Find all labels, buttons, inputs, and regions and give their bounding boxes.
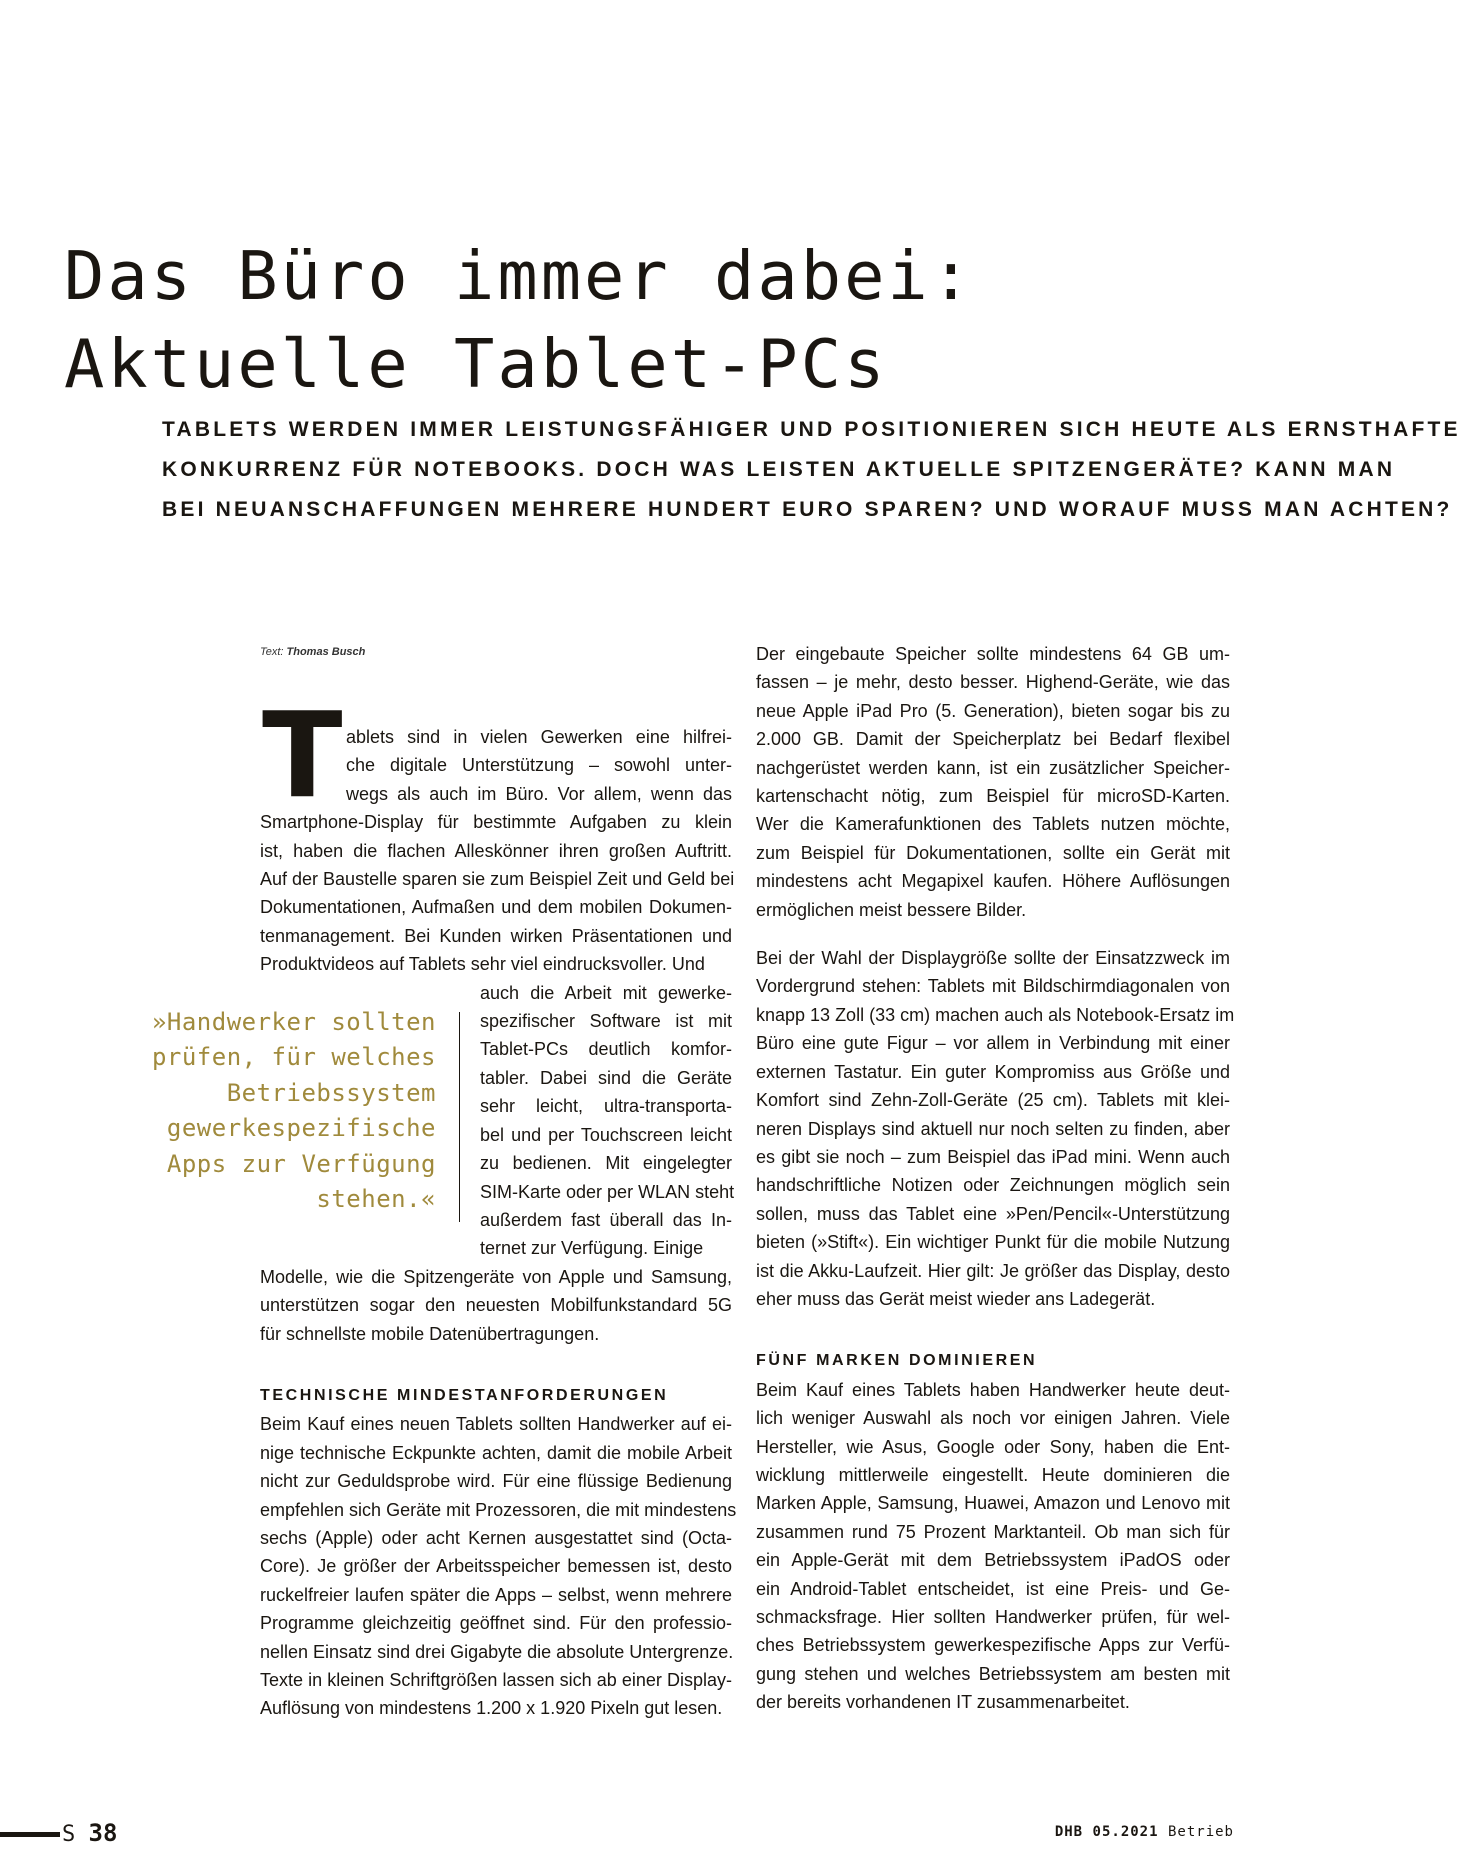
section-heading: FÜNF MARKEN DOMINIEREN: [756, 1352, 1038, 1370]
text-line: 2.000 GB. Damit der Speicherplatz bei Bedarf flexibel: [756, 729, 1230, 750]
lead-line: KONKURRENZ FÜR NOTEBOOKS. DOCH WAS LEISTEN AKTUELLE SPITZENGERÄTE? KANN MAN: [162, 458, 1396, 481]
text-line: ablets sind in vielen Gewerken eine hilfrei-: [346, 727, 732, 747]
text-line: Hersteller, wie Asus, Google oder Sony, haben die Ent-: [756, 1436, 1230, 1457]
quote-line: »Handwerker sollten: [151, 1008, 436, 1036]
text-line: gung stehen und welches Betriebssystem am besten mit: [756, 1663, 1230, 1684]
quote-line: stehen.«: [316, 1185, 436, 1214]
paragraph-storage: [756, 640, 1230, 924]
pull-quote-divider: [459, 1012, 460, 1222]
footer-rule: [0, 1832, 60, 1837]
text-line: Beim Kauf eines neuen Tablets sollten Handwerker auf ei-: [260, 1414, 732, 1435]
text-line: kartenschacht nötig, zum Beispiel für microSD-Karten.: [756, 786, 1230, 807]
text-line: ternet zur Verfügung. Einige: [480, 1238, 704, 1259]
page-prefix: S: [62, 1822, 76, 1847]
text-line: neren Displays sind aktuell nur noch selten zu finden, aber: [756, 1118, 1230, 1139]
text-line: che digitale Unterstützung – sowohl unter-: [346, 755, 732, 776]
text-line: für schnellste mobile Datenübertragungen.: [260, 1323, 600, 1344]
text-line: Smartphone-Display für bestimmte Aufgaben zu klein: [260, 812, 732, 833]
text-line: ein Android-Tablet entscheidet, ist eine Preis- und Ge-: [756, 1578, 1230, 1599]
text-line: bel und per Touchscreen leicht: [480, 1124, 732, 1145]
text-line: zu bedienen. Mit eingelegter: [480, 1153, 732, 1174]
text-line: schmacksfrage. Hier sollten Handwerker prüfen, für wel-: [756, 1607, 1230, 1627]
paragraph-brands: [756, 1376, 1230, 1717]
text-line: nachgerüstet werden kann, ist ein zusätzlicher Speicher-: [756, 757, 1230, 778]
text-line: ruckelfreier laufen später die Apps – selbst, wenn mehrere: [260, 1584, 732, 1605]
text-line: zusammen rund 75 Prozent Marktanteil. Ob man sich für: [756, 1521, 1230, 1542]
text-line: nellen Einsatz sind drei Gigabyte die absolute Untergrenze.: [260, 1641, 734, 1662]
text-line: sechs (Apple) oder acht Kernen ausgestattet sind (Octa-: [260, 1527, 732, 1548]
text-line: knapp 13 Zoll (33 cm) machen auch als Notebook-Ersatz im: [756, 1004, 1235, 1025]
text-line: Texte in kleinen Schriftgrößen lassen sich ab einer Display-: [260, 1670, 732, 1690]
section-heading: TECHNISCHE MINDESTANFORDERUNGEN: [260, 1386, 669, 1404]
byline-label: Text:: [260, 646, 284, 658]
page-number-value: 38: [88, 1819, 118, 1847]
text-line: externen Tastatur. Ein guter Kompromiss aus Größe und: [756, 1061, 1230, 1082]
text-line: ein Apple-Gerät mit dem Betriebssystem iPadOS oder: [756, 1550, 1230, 1571]
title-line-2: Aktuelle Tablet-PCs: [64, 325, 888, 403]
text-line: ist, haben die flachen Alleskönner ihren großen Auftritt.: [260, 840, 732, 861]
quote-line: Apps zur Verfügung: [166, 1149, 436, 1178]
text-line: Tablet-PCs deutlich komfor-: [480, 1039, 732, 1060]
paragraph-gap: [756, 924, 1230, 944]
text-line: Core). Je größer der Arbeitsspeicher bemessen ist, desto: [260, 1556, 732, 1577]
text-line: Produktvideos auf Tablets sehr viel eindrucksvoller. Und: [260, 954, 705, 975]
text-line: nige technische Eckpunkte achten, damit die mobile Arbeit: [260, 1442, 732, 1463]
title-line-1: Das Büro immer dabei:: [64, 237, 975, 315]
paragraph-continued: [260, 1263, 732, 1348]
text-line: zum Beispiel für Dokumentationen, sollte ein Gerät mit: [756, 842, 1230, 863]
text-line: sehr leicht, ultra-transporta-: [480, 1096, 732, 1117]
article-lead: [162, 410, 1461, 530]
running-footer: [1055, 1824, 1234, 1840]
lead-line: BEI NEUANSCHAFFUNGEN MEHRERE HUNDERT EURO SPAREN? UND WORAUF MUSS MAN ACHTEN?: [162, 498, 1453, 521]
text-line: Modelle, wie die Spitzengeräte von Apple und Samsung,: [260, 1266, 732, 1287]
text-line: Auf der Baustelle sparen sie zum Beispiel Zeit und Geld bei: [260, 869, 735, 890]
text-line: wicklung mittlerweile eingestellt. Heute dominieren die: [756, 1464, 1230, 1485]
quote-line: prüfen, für welches: [151, 1043, 436, 1072]
lead-line: TABLETS WERDEN IMMER LEISTUNGSFÄHIGER UND POSITIONIEREN SICH HEUTE ALS ERNSTHAFTE: [162, 418, 1461, 441]
issue-label: DHB 05.2021: [1054, 1824, 1159, 1840]
article-title: [64, 232, 1264, 408]
text-line: ches Betriebssystem gewerkespezifische Apps zur Verfü-: [756, 1635, 1230, 1656]
drop-cap: T: [262, 686, 343, 824]
page-number: [62, 1819, 117, 1847]
text-line: tabler. Dabei sind die Geräte: [480, 1067, 732, 1088]
text-line: bieten (»Stift«). Ein wichtiger Punkt für die mobile Nutzung: [756, 1232, 1230, 1253]
text-line: Dokumentationen, Aufmaßen und dem mobilen Dokumen-: [260, 897, 732, 918]
text-line: Vordergrund stehen: Tablets mit Bildschirmdiagonalen von: [756, 976, 1230, 997]
text-line: fassen – je mehr, desto besser. Highend-Geräte, wie das: [756, 672, 1230, 693]
text-line: Auflösung von mindestens 1.200 x 1.920 Pixeln gut lesen.: [260, 1698, 723, 1719]
text-line: Programme gleichzeitig geöffnet sind. Für den professio-: [260, 1613, 732, 1634]
text-line: eher muss das Gerät meist wieder ans Ladegerät.: [756, 1288, 1156, 1309]
text-line: ist die Akku-Laufzeit. Hier gilt: Je größer das Display, desto: [756, 1260, 1230, 1281]
byline: [260, 646, 365, 658]
text-line: ermöglichen meist bessere Bilder.: [756, 899, 1027, 920]
text-line: es gibt sie noch – zum Beispiel das iPad mini. Wenn auch: [756, 1146, 1230, 1167]
text-line: Marken Apple, Samsung, Huawei, Amazon und Lenovo mit: [756, 1493, 1230, 1514]
section-paragraph: [260, 1410, 737, 1722]
quote-line: gewerkespezifische: [166, 1114, 436, 1143]
text-line: außerdem fast überall das In-: [480, 1209, 732, 1230]
text-line: lich weniger Auswahl als noch vor einigen Jahren. Viele: [756, 1408, 1230, 1429]
left-column: [260, 723, 737, 1723]
text-line: unterstützen sogar den neuesten Mobilfunkstandard 5G: [260, 1295, 732, 1316]
intro-block: [260, 723, 732, 808]
text-line: der bereits vorhandenen IT zusammenarbeitet.: [756, 1692, 1130, 1713]
text-line: Beim Kauf eines Tablets haben Handwerker heute deut-: [756, 1379, 1230, 1400]
text-line: mindestens acht Megapixel kaufen. Höhere Auflösungen: [756, 871, 1230, 892]
text-line: Der eingebaute Speicher sollte mindestens 64 GB um-: [756, 644, 1230, 664]
pull-quote: [126, 1005, 436, 1217]
paragraph-full-width: [260, 808, 735, 978]
text-line: Büro eine gute Figur – vor allem in Verbindung mit einer: [756, 1033, 1230, 1054]
text-line: spezifischer Software ist mit: [480, 1011, 732, 1032]
byline-author: Thomas Busch: [286, 646, 366, 658]
text-line: neue Apple iPad Pro (5. Generation), bieten sogar bis zu: [756, 700, 1230, 721]
text-line: handschriftliche Notizen oder Zeichnungen möglich sein: [756, 1175, 1230, 1196]
text-line: tenmanagement. Bei Kunden wirken Präsentationen und: [260, 925, 732, 946]
text-line: SIM-Karte oder per WLAN steht: [480, 1181, 735, 1202]
text-line: Wer die Kamerafunktionen des Tablets nutzen möchte,: [756, 814, 1230, 835]
text-line: empfehlen sich Geräte mit Prozessoren, die mit mindestens: [260, 1499, 737, 1520]
text-line: nicht zur Geduldsprobe wird. Für eine flüssige Bedienung: [260, 1471, 732, 1492]
right-column: [756, 640, 1235, 1717]
text-line: sollen, muss das Tablet eine »Pen/Pencil«-Unterstützung: [756, 1203, 1230, 1224]
text-line: Bei der Wahl der Displaygröße sollte der Einsatzzweck im: [756, 948, 1230, 969]
text-line: wegs als auch im Büro. Vor allem, wenn das: [346, 783, 732, 804]
quote-line: Betriebssystem: [226, 1078, 436, 1107]
section-label: Betrieb: [1167, 1824, 1234, 1840]
text-line: Komfort sind Zehn-Zoll-Geräte (25 cm). Tablets mit klei-: [756, 1090, 1230, 1111]
text-line: auch die Arbeit mit gewerke-: [480, 982, 732, 1003]
paragraph-display: [756, 944, 1235, 1313]
